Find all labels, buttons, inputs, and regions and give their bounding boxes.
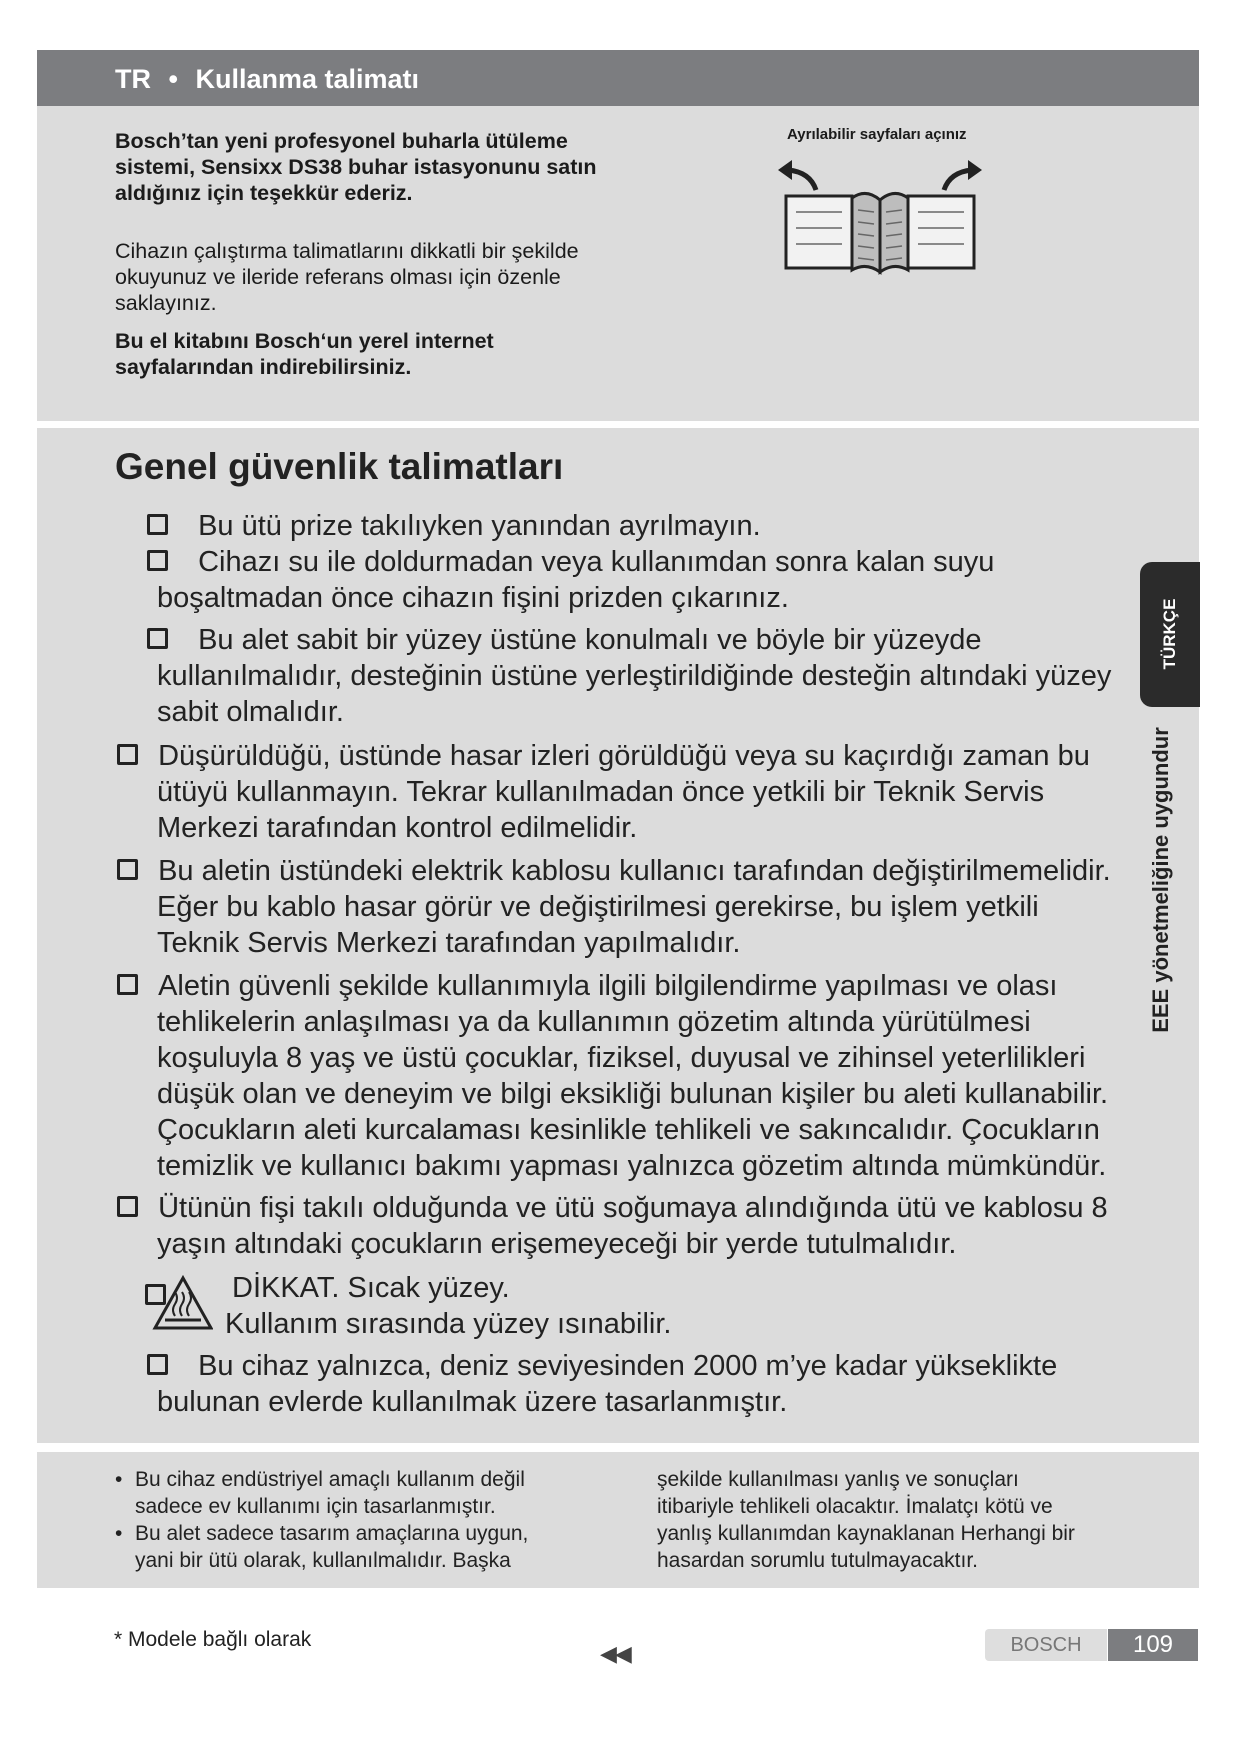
safety-item-continuation: Çocukların aleti kurcalaması kesinlikle tehlikeli ve sakıncalıdır. Çocukların — [157, 1114, 1100, 1146]
language-tab-label: TÜRKÇE — [1160, 598, 1179, 670]
safety-item: Bu ütü prize takılıyken yanından ayrılmayın. — [147, 508, 761, 544]
safety-item-continuation: boşaltmadan önce cihazın fişini prizden çıkarınız. — [157, 582, 789, 614]
eee-compliance-text: EEE yönetmeliğine uygundur — [1148, 727, 1173, 1033]
safety-item-continuation: ütüyü kullanmayın. Tekrar kullanılmadan önce yetkili bir Teknik Servis — [157, 776, 1045, 808]
safety-panel — [37, 428, 1199, 1443]
page-number: 109 — [1108, 1629, 1198, 1661]
safety-item: Aletin güvenli şekilde kullanımıyla ilgili bilgilendirme yapılması ve olası — [117, 968, 1057, 1004]
thanks-text: Bosch’tan yeni profesyonel buharla ütüleme sistemi, Sensixx DS38 buhar istasyonunu satın aldığınız için teşekkür ederiz. — [115, 129, 597, 205]
note-bullet: • — [115, 1468, 123, 1491]
safety-item-continuation: sabit olmalıdır. — [157, 696, 344, 728]
warning-text: Kullanım sırasında yüzey ısınabilir. — [225, 1308, 672, 1340]
intro-panel — [37, 106, 1199, 421]
download-text: Bu el kitabını Bosch‘un yerel internet sayfalarından indirebilirsiniz. — [115, 329, 494, 379]
safety-item-continuation: Merkezi tarafından kontrol edilmelidir. — [157, 812, 638, 844]
language-code: TR — [115, 64, 151, 94]
safety-item: Bu cihaz yalnızca, deniz seviyesinden 2000 m’ye kadar yükseklikte — [147, 1348, 1057, 1384]
safety-item-continuation: bulunan evlerde kullanılmak üzere tasarlanmıştır. — [157, 1386, 788, 1418]
note-line: sadece ev kullanımı için tasarlanmıştır. — [135, 1495, 496, 1518]
note-line: Bu alet sadece tasarım amaçlarına uygun, — [135, 1522, 529, 1545]
safety-item-continuation: kullanılmalıdır, desteğinin üstüne yerleştirildiğinde desteğin altındaki yüzey — [157, 660, 1112, 692]
safety-item-continuation: yaşın altındaki çocukların erişemeyeceği bir yerde tutulmalıdır. — [157, 1228, 957, 1260]
fold-out-pages-icon — [744, 148, 1024, 278]
safety-item-continuation: koşuluyla 8 yaş ve üstü çocuklar, fiziksel, duyusal ve zihinsel yeterlilikleri — [157, 1042, 1086, 1074]
read-instructions-text: Cihazın çalıştırma talimatlarını dikkatli bir şekilde okuyunuz ve ileride referans olması için özenle saklayınız. — [115, 239, 579, 315]
safety-item-continuation: temizlik ve kullanıcı bakımı yapması yalnızca gözetim altında mümkündür. — [157, 1150, 1107, 1182]
language-tab[interactable] — [1140, 562, 1200, 707]
checkbox-bullet-icon — [117, 859, 138, 880]
safety-item-continuation: Eğer bu kablo hasar görür ve değiştirilmesi gerekirse, bu işlem yetkili — [157, 891, 1039, 923]
note-bullet: • — [115, 1522, 123, 1545]
checkbox-bullet-icon — [147, 514, 168, 535]
brand-label: BOSCH — [985, 1629, 1107, 1661]
safety-item-continuation: düşük olan ve deneyim ve bilgi eksikliği bulunan kişiler bu aleti kullanabilir. — [157, 1078, 1109, 1110]
safety-item: Bu aletin üstündeki elektrik kablosu kullanıcı tarafından değiştirilmemelidir. — [117, 853, 1111, 889]
note-line: Bu cihaz endüstriyel amaçlı kullanım değil — [135, 1468, 525, 1491]
notes-panel — [37, 1452, 1199, 1588]
safety-item: Ütünün fişi takılı olduğunda ve ütü soğumaya alındığında ütü ve kablosu 8 — [117, 1190, 1108, 1226]
fold-out-caption: Ayrılabilir sayfaları açınız — [787, 126, 967, 143]
note-line: yani bir ütü olarak, kullanılmalıdır. Başka — [135, 1549, 511, 1572]
warning-title: DİKKAT. Sıcak yüzey. — [232, 1272, 510, 1304]
safety-item: Bu alet sabit bir yüzey üstüne konulmalı ve böyle bir yüzeyde — [147, 622, 982, 658]
header-bar — [37, 50, 1199, 106]
hot-surface-warning-icon — [145, 1274, 211, 1332]
checkbox-bullet-icon — [117, 1196, 138, 1217]
manual-title: Kullanma talimatı — [195, 64, 420, 94]
safety-item-continuation: tehlikelerin anlaşılması ya da kullanımın gözetim altında yürütülmesi — [157, 1006, 1031, 1038]
note-line: yanlış kullanımdan kaynaklanan Herhangi bir — [657, 1522, 1075, 1545]
header-bullet: • — [168, 64, 178, 94]
safety-item: Cihazı su ile doldurmadan veya kullanımdan sonra kalan suyu — [147, 544, 994, 580]
checkbox-bullet-icon — [147, 628, 168, 649]
note-line: hasardan sorumlu tutulmayacaktır. — [657, 1549, 978, 1572]
section-title: Genel güvenlik talimatları — [115, 446, 564, 487]
note-line: şekilde kullanılması yanlış ve sonuçları — [657, 1468, 1019, 1491]
safety-item-continuation: Teknik Servis Merkezi tarafından yapılmalıdır. — [157, 927, 741, 959]
note-line: itibariyle tehlikeli olacaktır. İmalatçı kötü ve — [657, 1495, 1053, 1518]
checkbox-bullet-icon — [117, 744, 138, 765]
safety-item: Düşürüldüğü, üstünde hasar izleri görüldüğü veya su kaçırdığı zaman bu — [117, 738, 1090, 774]
checkbox-bullet-icon — [147, 550, 168, 571]
checkbox-bullet-icon — [147, 1354, 168, 1375]
checkbox-bullet-icon — [117, 974, 138, 995]
previous-page-arrows-icon[interactable]: ◀◀ — [600, 1641, 630, 1666]
header-title — [115, 64, 419, 95]
footnote: * Modele bağlı olarak — [114, 1628, 312, 1651]
